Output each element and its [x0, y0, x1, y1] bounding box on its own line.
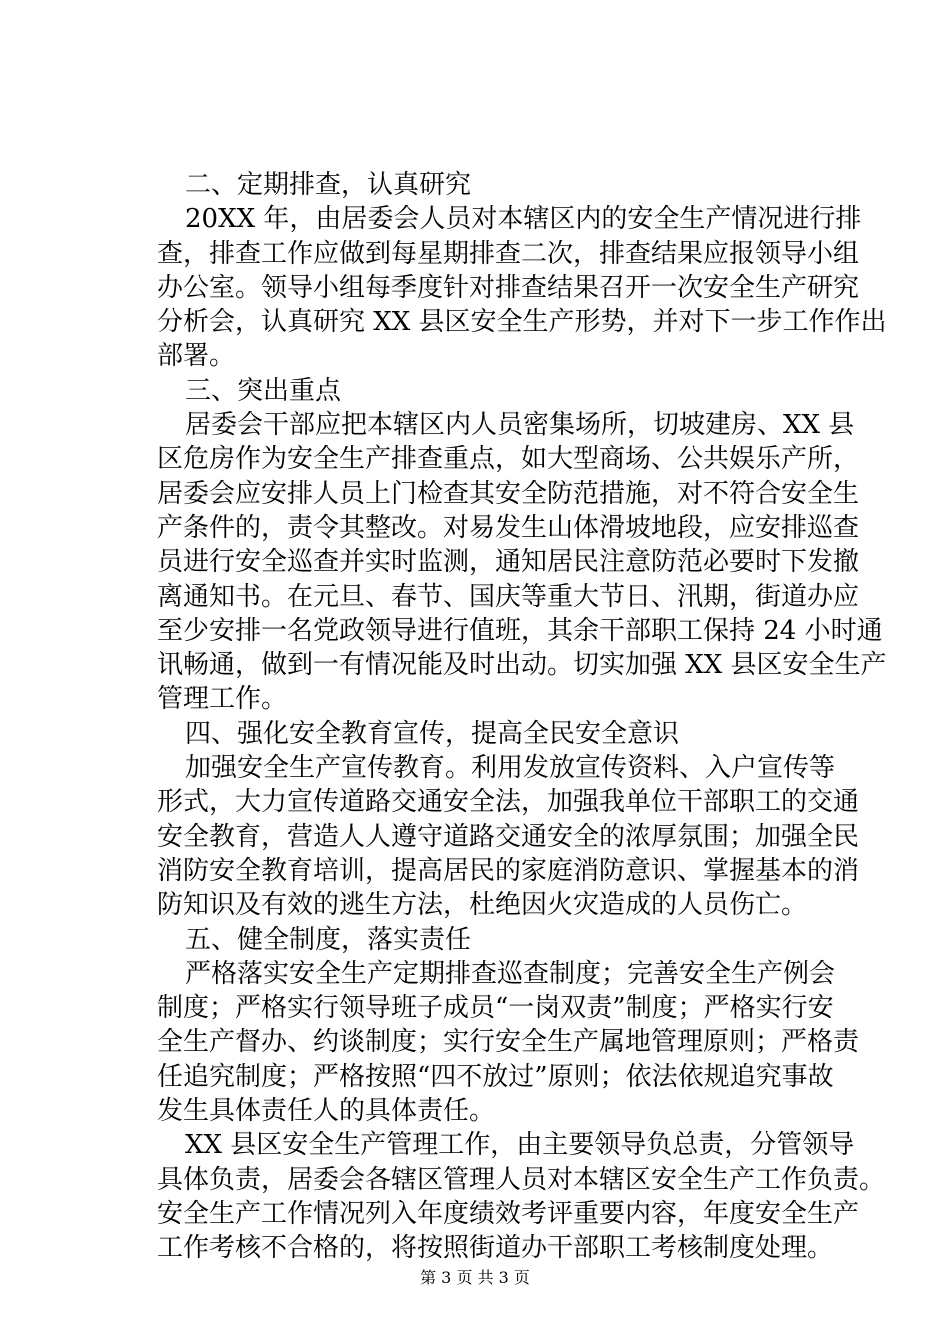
text-line: 任追究制度；严格按照“四不放过”原则；依法依规追究事故 — [157, 1061, 834, 1092]
text-line: 至少安排一名党政领导进行值班，其余干部职工保持 24 小时通 — [157, 615, 883, 646]
text-line: 形式，大力宣传道路交通安全法，加强我单位干部职工的交通 — [157, 787, 860, 818]
text-line: 制度；严格实行领导班子成员“一岗双责”制度；严格实行安 — [157, 993, 834, 1024]
text-line: 讯畅通，做到一有情况能及时出动。切实加强 XX 县区安全生产 — [157, 650, 887, 681]
text-line: 管理工作。 — [157, 684, 288, 715]
text-line: XX 县区安全生产管理工作，由主要领导负总责，分管领导 — [185, 1130, 855, 1161]
document-body — [157, 168, 887, 1266]
text-line: 防知识及有效的逃生方法，杜绝因火灾造成的人员伤亡。 — [157, 890, 808, 921]
text-line: 消防安全教育培训，提高居民的家庭消防意识、掌握基本的消 — [157, 855, 860, 886]
text-line: 居委会干部应把本辖区内人员密集场所，切坡建房、XX 县 — [185, 410, 855, 441]
text-line: 具体负责，居委会各辖区管理人员对本辖区安全生产工作负责。 — [157, 1164, 886, 1195]
text-line: 工作考核不合格的，将按照街道办干部职工考核制度处理。 — [157, 1233, 834, 1264]
text-line: 查，排查工作应做到每星期排查二次，排查结果应报领导小组 — [157, 238, 860, 269]
text-line: 办公室。领导小组每季度针对排查结果召开一次安全生产研究 — [157, 272, 860, 303]
text-line: 安全生产工作情况列入年度绩效考评重要内容，年度安全生产 — [157, 1198, 860, 1229]
text-line: 加强安全生产宣传教育。利用发放宣传资料、入户宣传等 — [185, 753, 836, 784]
text-line: 离通知书。在元旦、春节、国庆等重大节日、汛期，街道办应 — [157, 581, 860, 612]
text-line: 员进行安全巡查并实时监测，通知居民注意防范必要时下发撤 — [157, 547, 860, 578]
text-line: 三、突出重点 — [185, 375, 342, 406]
text-line: 四、强化安全教育宣传，提高全民安全意识 — [185, 718, 680, 749]
text-line: 分析会，认真研究 XX 县区安全生产形势，并对下一步工作作出 — [157, 307, 887, 338]
text-line: 安全教育，营造人人遵守道路交通安全的浓厚氛围；加强全民 — [157, 821, 860, 852]
text-line: 区危房作为安全生产排查重点，如大型商场、公共娱乐产所， — [157, 444, 860, 475]
page-footer: 第 3 页 共 3 页 — [420, 1268, 530, 1287]
text-line: 发生具体责任人的具体责任。 — [157, 1096, 496, 1127]
text-line: 部署。 — [157, 341, 236, 372]
text-line: 全生产督办、约谈制度；实行安全生产属地管理原则；严格责 — [157, 1027, 860, 1058]
text-line: 严格落实安全生产定期排查巡查制度；完善安全生产例会 — [185, 958, 836, 989]
text-line: 二、定期排查，认真研究 — [185, 170, 472, 200]
text-line: 20XX 年，由居委会人员对本辖区内的安全生产情况进行排 — [185, 204, 862, 235]
text-line: 五、健全制度，落实责任 — [185, 924, 472, 955]
text-line: 产条件的，责令其整改。对易发生山体滑坡地段，应安排巡查 — [157, 512, 860, 543]
text-line: 居委会应安排人员上门检查其安全防范措施，对不符合安全生 — [157, 478, 860, 509]
